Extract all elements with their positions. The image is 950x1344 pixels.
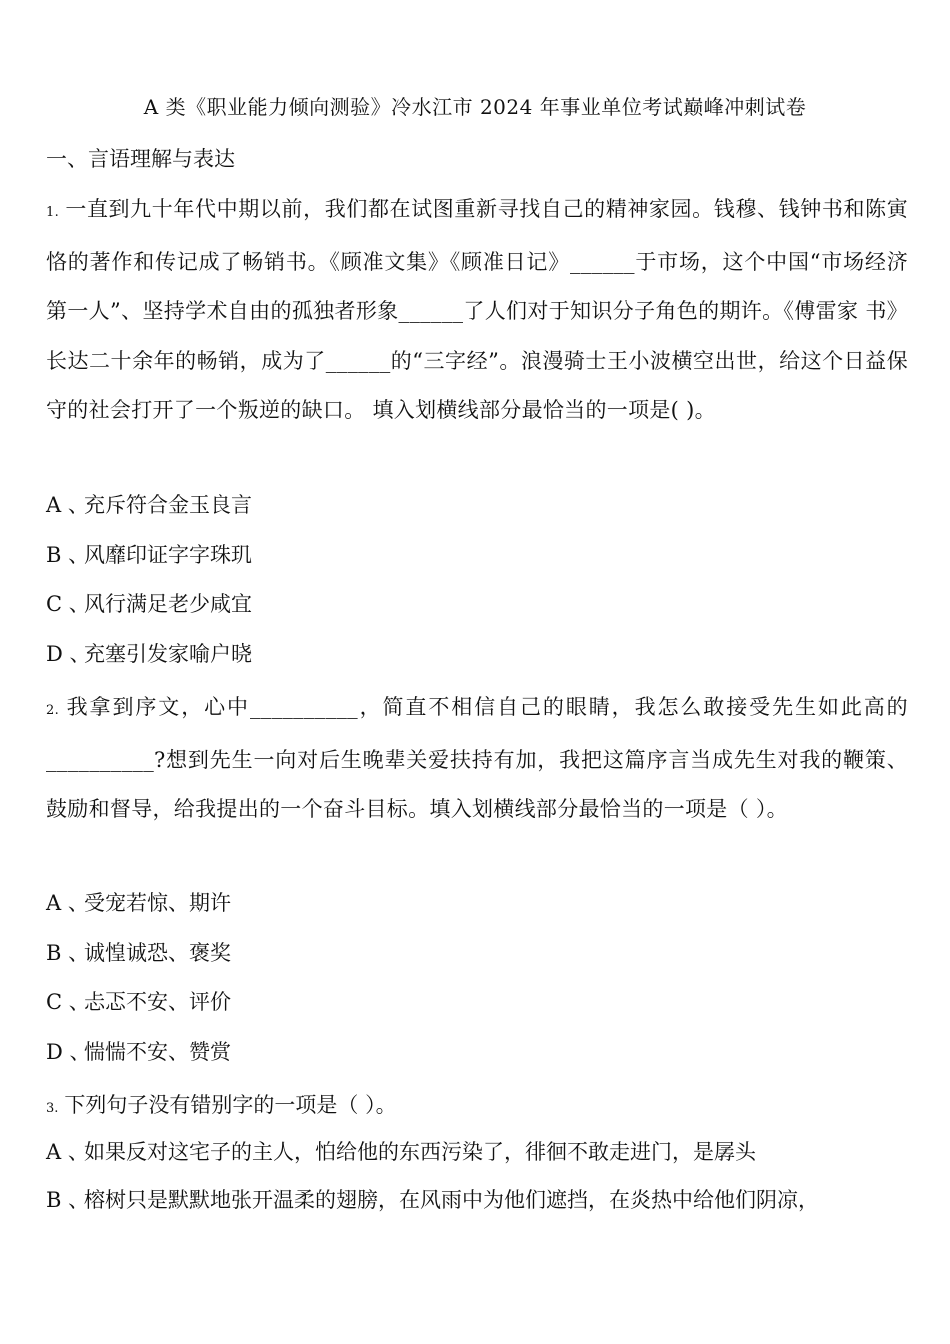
option-letter: D 、 — [46, 642, 91, 666]
question-2 — [46, 683, 908, 835]
question-number: 1. — [46, 205, 60, 220]
option-letter: B 、 — [46, 1188, 90, 1212]
option-text: 如果反对这宅子的主人，怕给他的东西污染了，徘徊不敢走进门，是孱头 — [84, 1140, 756, 1164]
option-text: 惴惴不安、赞赏 — [84, 1040, 231, 1064]
option-letter: B 、 — [46, 543, 90, 567]
option-text: 充斥符合金玉良言 — [84, 493, 252, 517]
question-1 — [46, 185, 908, 436]
question-number: 3. — [46, 1101, 59, 1116]
option-d[interactable] — [46, 639, 252, 669]
option-b[interactable] — [46, 1185, 819, 1215]
option-d[interactable] — [46, 1037, 231, 1067]
option-text: 诚惶诚恐、褒奖 — [84, 941, 231, 965]
option-text: 忐忑不安、评价 — [84, 990, 231, 1014]
option-text: 充塞引发家喻户晓 — [84, 642, 252, 666]
option-letter: A 、 — [46, 1140, 89, 1164]
option-a[interactable] — [46, 888, 231, 918]
option-text: 榕树只是默默地张开温柔的翅膀，在风雨中为他们遮挡，在炎热中给他们阴凉， — [84, 1188, 819, 1212]
option-b[interactable] — [46, 938, 231, 968]
option-text: 风行满足老少咸宜 — [84, 592, 252, 616]
option-a[interactable] — [46, 1137, 756, 1167]
question-text: 一直到九十年代中期以前，我们都在试图重新寻找自己的精神家园。钱穆、钱钟书和陈寅恪的著作和传记成了畅销书。《顾准文集》《顾准日记》______于市场，这个中国“市场经济第一人”、坚持学术自由的孤独者形象______了人们对于知识分子角色的期许。《傅雷家 书》长达二十余年的畅销，成为了______的“三字经”。浪漫骑士王小波横空出世，给这个日益保守的社会打开了一个叛逆的缺口。 填入划横线部分最恰当的一项是( )。 — [46, 197, 908, 422]
section-heading: 一、言语理解与表达 — [46, 147, 235, 171]
option-b[interactable] — [46, 540, 252, 570]
option-letter: C 、 — [46, 592, 90, 616]
question-3 — [46, 1090, 397, 1124]
exam-title: A 类《职业能力倾向测验》冷水江市 2024 年事业单位考试巅峰冲刺试卷 — [143, 95, 807, 119]
option-letter: A 、 — [46, 493, 89, 517]
option-text: 受宠若惊、期许 — [84, 891, 231, 915]
option-letter: C 、 — [46, 990, 90, 1014]
option-c[interactable] — [46, 589, 252, 619]
option-letter: A 、 — [46, 891, 89, 915]
question-number: 2. — [46, 703, 60, 718]
option-text: 风靡印证字字珠玑 — [84, 543, 252, 567]
option-c[interactable] — [46, 987, 231, 1017]
option-letter: B 、 — [46, 941, 90, 965]
option-letter: D 、 — [46, 1040, 91, 1064]
question-text: 下列句子没有错别字的一项是（ ）。 — [64, 1093, 397, 1117]
question-text: 我拿到序文，心中__________，简直不相信自己的眼睛，我怎么敢接受先生如此高的__________?想到先生一向对后生晚辈关爱扶持有加，我把这篇序言当成先生对我的鞭策、鼓励和督导，给我提出的一个奋斗目标。填入划横线部分最恰当的一项是（ ）。 — [46, 695, 908, 821]
option-a[interactable] — [46, 490, 252, 520]
